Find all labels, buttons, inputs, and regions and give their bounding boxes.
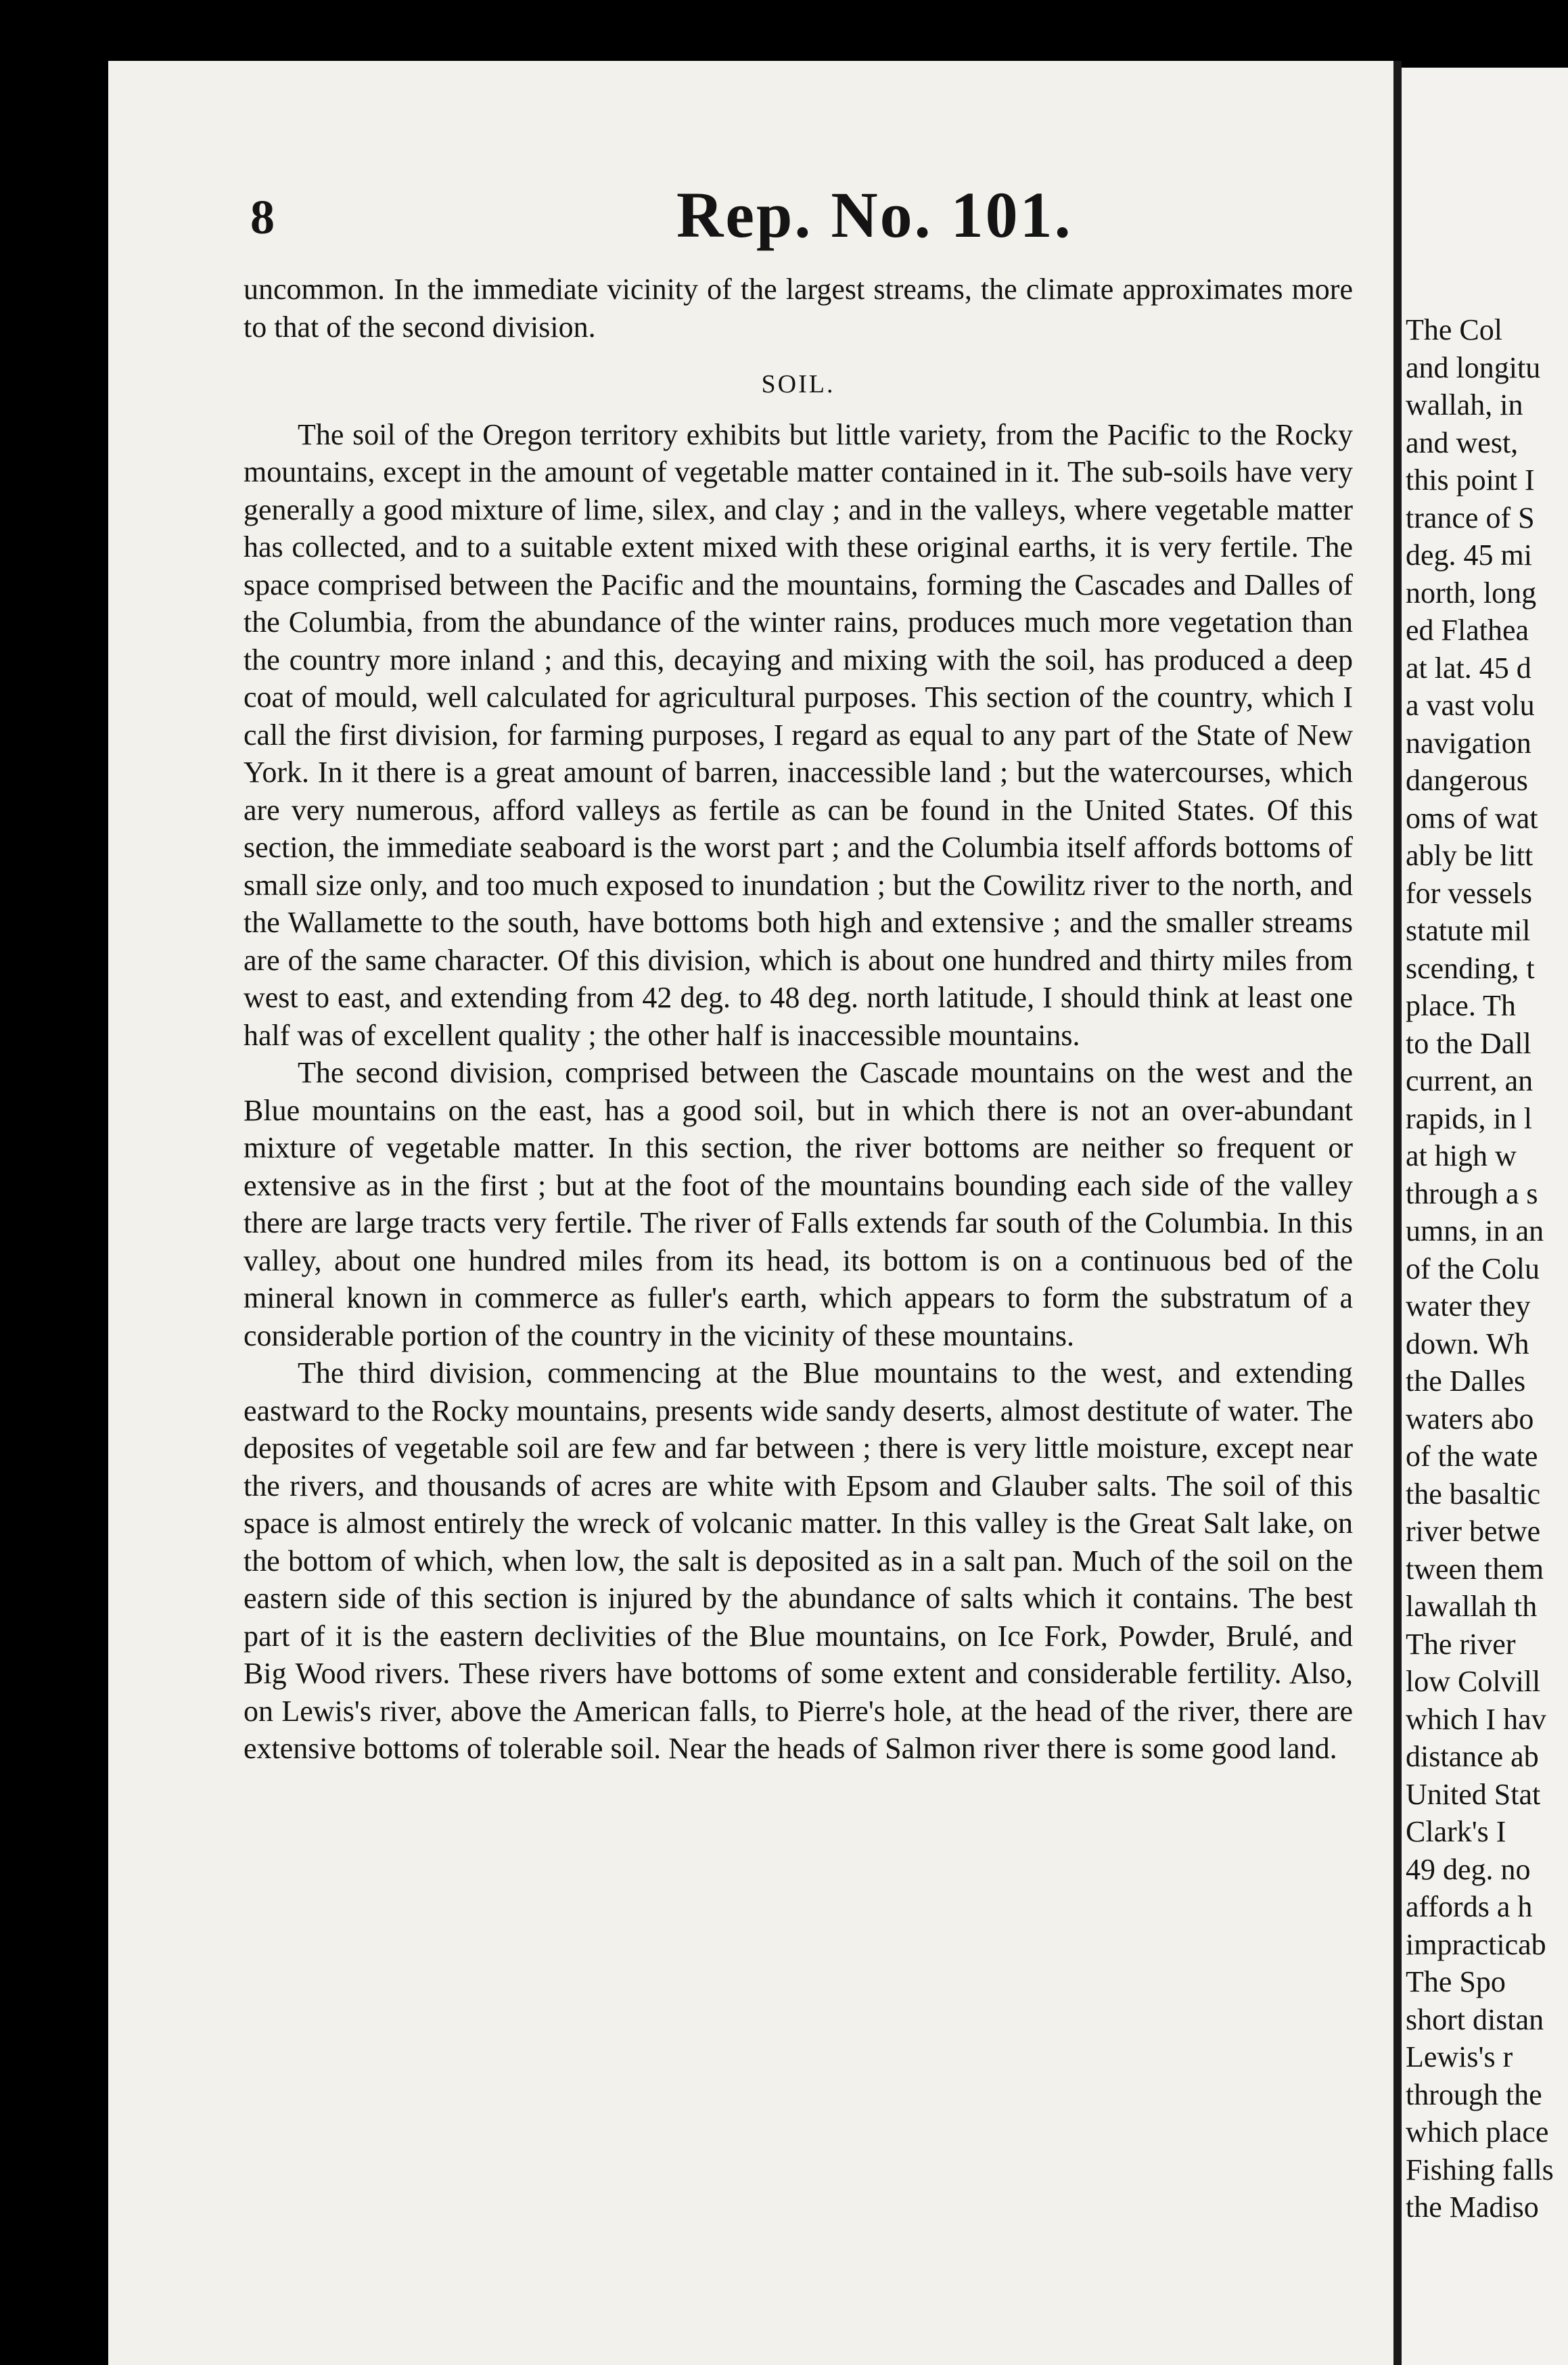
- right-column-line: distance ab: [1406, 1740, 1539, 1773]
- right-column-line: at lat. 45 d: [1406, 651, 1531, 685]
- right-column-line: United Stat: [1406, 1777, 1541, 1811]
- intro-paragraph: uncommon. In the immediate vicinity of the largest streams, the climate approximates more to that of the second division.: [244, 273, 1353, 344]
- right-column-line: at high w: [1406, 1139, 1517, 1172]
- right-column-line: this point I: [1406, 463, 1535, 497]
- right-column-line: short distan: [1406, 2002, 1544, 2036]
- right-column-line: statute mil: [1406, 914, 1531, 947]
- right-column-line: the Dalles: [1406, 1364, 1526, 1398]
- right-column-line: current, an: [1406, 1064, 1534, 1097]
- right-column-line: dangerous: [1406, 764, 1528, 797]
- right-column-line: rapids, in l: [1406, 1101, 1532, 1135]
- right-column-line: which I hav: [1406, 1702, 1546, 1736]
- right-column-line: and west,: [1406, 426, 1519, 459]
- right-column-line: a vast volu: [1406, 689, 1535, 722]
- right-column-line: deg. 45 mi: [1406, 538, 1532, 572]
- right-column-line: place. Th: [1406, 989, 1516, 1022]
- right-column-line: wallah, in: [1406, 388, 1523, 421]
- right-column-line: scending, t: [1406, 951, 1535, 985]
- right-column-line: affords a h: [1406, 1890, 1533, 1923]
- right-column-line: Fishing falls: [1406, 2153, 1554, 2186]
- right-column-line: of the wate: [1406, 1440, 1538, 1473]
- right-column-line: to the Dall: [1406, 1026, 1531, 1060]
- paragraph-third-division: The third division, commencing at the Blue mountains to the west, and extending eastward to the Rocky mountains, presents wide sandy deserts, almost destitute of water. The deposites of vegetable soil are few and far between ; there is very little moisture, except near the rivers, and thousands of acres are white with Epsom and Glauber salts. The soil of this space is almost entirely the wreck of volcanic matter. In this valley is the Great Salt lake, on the bottom of which, when low, the salt is deposited as in a salt pan. Much of the soil on the eastern side of this section is injured by the abundance of salts which it contains. The best part of it is the eastern declivities of the Blue mountains, on Ice Fork, Powder, Brulé, and Big Wood rivers. These rivers have bottoms of some extent and considerable fertility. Also, on Lewis's river, above the American falls, to Pierre's hole, at the head of the river, there are extensive bottoms of tolerable soil. Near the heads of Salmon river there is some good land.: [244, 1356, 1353, 1765]
- right-column-line: and longitu: [1406, 350, 1541, 384]
- right-column-line: umns, in an: [1406, 1214, 1544, 1247]
- right-column-line: Clark's I: [1406, 1815, 1506, 1848]
- right-column-line: through the: [1406, 2077, 1542, 2111]
- page-gutter: [1393, 61, 1402, 2365]
- right-column-line: water they: [1406, 1289, 1531, 1323]
- right-column-line: the Madiso: [1406, 2190, 1539, 2224]
- section-heading-soil: SOIL.: [761, 370, 835, 398]
- right-column-line: Lewis's r: [1406, 2040, 1513, 2073]
- right-column-line: lawallah th: [1406, 1590, 1538, 1623]
- right-column-line: through a s: [1406, 1176, 1538, 1210]
- right-column-line: The Spo: [1406, 1965, 1506, 1998]
- right-column-line: the basaltic: [1406, 1477, 1541, 1511]
- right-column-line: navigation: [1406, 726, 1531, 760]
- page-number: 8: [250, 190, 275, 244]
- right-column-line: for vessels: [1406, 876, 1532, 910]
- right-column-line: of the Colu: [1406, 1252, 1540, 1285]
- right-column-line: which place: [1406, 2115, 1549, 2149]
- right-column-line: ably be litt: [1406, 839, 1534, 872]
- main-text: [244, 271, 1353, 1768]
- right-column-line: ed Flathea: [1406, 614, 1529, 647]
- paragraph-first-division: The soil of the Oregon territory exhibits but little variety, from the Pacific to the Rocky mountains, except in the amount of vegetable matter contained in it. The sub-soils have very generally a good mixture of lime, silex, and clay ; and in the valleys, where vegetable matter has collected, and to a suitable extent mixed with these original earths, it is very fertile. The space comprised between the Pacific and the mountains, forming the Cascades and Dalles of the Columbia, from the abundance of the winter rains, produces much more vegetation than the country more inland ; and this, decaying and mixing with the soil, has produced a deep coat of mould, well calculated for agricultural purposes. This section of the country, which I call the first division, for farming purposes, I regard as equal to any part of the State of New York. In it there is a great amount of barren, inaccessible land ; but the watercourses, which are very numerous, afford valleys as fertile as can be found in the United States. Of this section, the immediate seaboard is the worst part ; and the Columbia itself affords bottoms of small size only, and too much exposed to inundation ; but the Cowilitz river to the north, and the Wallamette to the south, have bottoms both high and extensive ; and the smaller streams are of the same character. Of this division, which is about one hundred and thirty miles from west to east, and extending from 42 deg. to 48 deg. north latitude, I should think at least one half was of excellent quality ; the other half is inaccessible mountains.: [244, 417, 1353, 1052]
- right-column-line: low Colvill: [1406, 1665, 1541, 1698]
- right-column-line: river betwe: [1406, 1515, 1541, 1548]
- right-column-line: The river: [1406, 1627, 1516, 1661]
- right-column-line: impracticab: [1406, 1927, 1546, 1961]
- right-column-line: The Col: [1406, 313, 1502, 346]
- right-column-text: [1406, 311, 1568, 2226]
- right-column-line: oms of wat: [1406, 801, 1538, 835]
- right-column-line: waters abo: [1406, 1402, 1534, 1436]
- right-column-line: 49 deg. no: [1406, 1852, 1531, 1886]
- right-column-line: trance of S: [1406, 501, 1535, 534]
- paragraph-second-division: The second division, comprised between the Cascade mountains on the west and the Blue mountains on the east, has a good soil, but in which there is not an over-abundant mixture of vegetable matter. In this section, the river bottoms are neither so frequent or extensive as in the first ; but at the foot of the mountains bounding each side of the valley there are large tracts very fertile. The river of Falls extends far south of the Columbia. In this valley, about one hundred miles from its head, its bottom is on a continuous bed of the mineral known in commerce as fuller's earth, which appears to form the substratum of a considerable portion of the country in the vicinity of these mountains.: [244, 1056, 1353, 1352]
- right-column-line: down. Wh: [1406, 1327, 1529, 1360]
- right-page-fragment: [1402, 68, 1568, 2365]
- report-title: Rep. No. 101.: [676, 179, 1073, 251]
- right-column-line: tween them: [1406, 1552, 1544, 1586]
- right-column-line: north, long: [1406, 576, 1537, 610]
